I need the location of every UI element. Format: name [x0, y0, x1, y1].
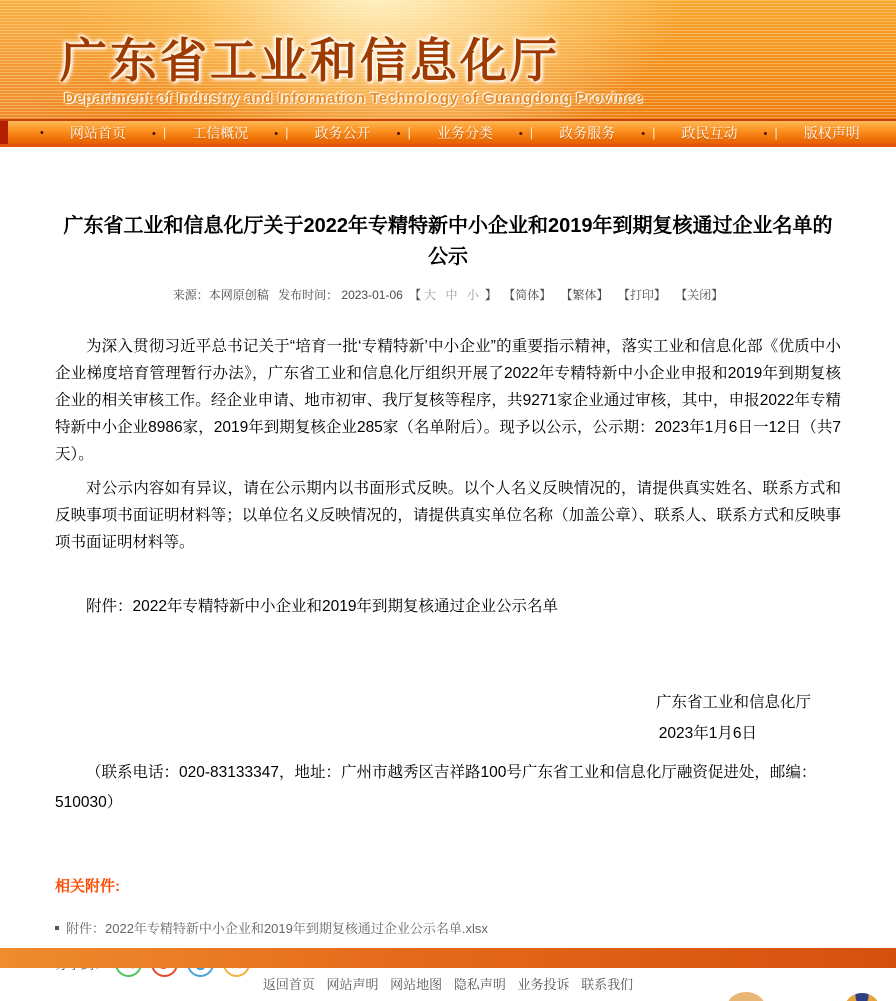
footer-emblem-icon: [845, 993, 879, 1001]
nav-bullet-icon: •: [396, 127, 401, 140]
nav-bullet-icon: •: [151, 127, 156, 140]
nav-pipe-icon: |: [652, 124, 656, 140]
site-subtitle: Department of Industry and Information Technology of Guangdong Province: [64, 90, 644, 107]
font-size-bracket: 【: [409, 288, 422, 302]
nav-bullet-icon: •: [763, 127, 768, 140]
nav-separator: [519, 124, 533, 142]
footer-badge-icon: [727, 992, 765, 1001]
contact-info: （联系电话：020-83133347，地址：广州市越秀区吉祥路100号广东省工业和信息化厅融资促进处，邮编：510030）: [55, 764, 817, 811]
attachment-bullet: [55, 926, 59, 930]
site-title: 广东省工业和信息化厅: [60, 34, 560, 87]
attachment-download-link[interactable]: 附件：2022年专精特新中小企业和2019年到期复核通过企业公示名单.xlsx: [66, 921, 488, 936]
nav-item-overview[interactable]: 工信概况: [192, 124, 249, 141]
meta-publish-date: 发布时间： 2023-01-06: [278, 288, 403, 302]
footer-bar: [0, 948, 896, 968]
print-button[interactable]: 【打印】: [617, 288, 666, 302]
font-size-bracket: 】: [484, 288, 497, 302]
nav-pipe-icon: |: [774, 124, 778, 140]
close-button[interactable]: 【关闭】: [675, 288, 724, 302]
paragraph: 为深入贯彻习近平总书记关于“培育一批‘专精特新’中小企业”的重要指示精神，落实工业和信息化部《优质中小企业梯度培育管理暂行办法》，广东省工业和信息化厅组织开展了2022年专精特新中小企业申报和2019年到期复核企业的相关审核工作。经企业申请、地市初审、我厅复核等程序，共9271家企业通过审核，其中，申报2022年专精特新中小企业8986家，2019年到期复核企业285家（名单附后）。现予以公示，公示期：2023年1月6日一12日（共7天）。: [55, 338, 841, 463]
nav-separator: [397, 124, 411, 142]
footer-link-site-statement[interactable]: 网站声明: [326, 977, 379, 992]
nav-item-interaction[interactable]: 政民互动: [681, 124, 738, 141]
nav-item-services[interactable]: 政务服务: [559, 124, 616, 141]
article-body: [55, 333, 841, 556]
article-meta: [55, 286, 841, 303]
nav-separator: [764, 124, 778, 142]
nav-bullet-icon: •: [518, 127, 523, 140]
attachment-link-row: [55, 918, 841, 937]
site-banner: [0, 0, 896, 121]
nav-separator: [152, 124, 166, 142]
nav-pipe-icon: |: [162, 124, 167, 140]
nav-bullet-icon: •: [40, 126, 44, 139]
article-content: [55, 211, 841, 977]
nav-bullet-icon: •: [274, 127, 279, 140]
footer-link-home[interactable]: 返回首页: [262, 977, 315, 992]
nav-pipe-icon: |: [529, 124, 534, 140]
related-attachments-heading: 相关附件:: [55, 878, 120, 895]
attachment-mention: 附件：2022年专精特新中小企业和2019年到期复核通过企业公示名单: [86, 598, 558, 615]
nav-separator: [641, 124, 655, 142]
nav-inner: [0, 123, 896, 143]
meta-source: 来源：本网原创稿: [172, 288, 269, 302]
footer-link-contact[interactable]: 联系我们: [581, 977, 634, 992]
font-size-buttons[interactable]: 大 中 小: [424, 288, 482, 302]
nav-bullet-icon: •: [641, 127, 646, 140]
traditional-button[interactable]: 【繁体】: [560, 288, 609, 302]
nav-pipe-icon: |: [407, 124, 411, 140]
simplified-button[interactable]: 【简体】: [503, 288, 552, 302]
footer-link-sitemap[interactable]: 网站地图: [390, 977, 443, 992]
page-title: 广东省工业和信息化厅关于2022年专精特新中小企业和2019年到期复核通过企业名单的公示: [63, 215, 833, 268]
signature-date: 2023年1月6日: [658, 725, 757, 742]
nav-pipe-icon: |: [285, 124, 289, 140]
signature: 广东省工业和信息化厅: [655, 694, 811, 711]
footer-links: [0, 974, 896, 993]
footer-link-complaints[interactable]: 业务投诉: [517, 977, 570, 992]
nav-item-business[interactable]: 业务分类: [436, 124, 493, 141]
main-nav: [0, 121, 896, 147]
nav-left-cap: [0, 121, 8, 144]
nav-separator: [274, 124, 288, 142]
nav-item-copyright[interactable]: 版权声明: [803, 124, 860, 141]
nav-item-gov-open[interactable]: 政务公开: [314, 124, 371, 141]
footer-link-privacy[interactable]: 隐私声明: [453, 977, 506, 992]
nav-item-home[interactable]: 网站首页: [69, 124, 126, 141]
paragraph: 对公示内容如有异议，请在公示期内以书面形式反映。以个人名义反映情况的，请提供真实姓名、联系方式和反映事项书面证明材料等；以单位名义反映情况的，请提供真实单位名称（加盖公章）、联系人、联系方式和反映事项书面证明材料等。: [55, 480, 841, 551]
